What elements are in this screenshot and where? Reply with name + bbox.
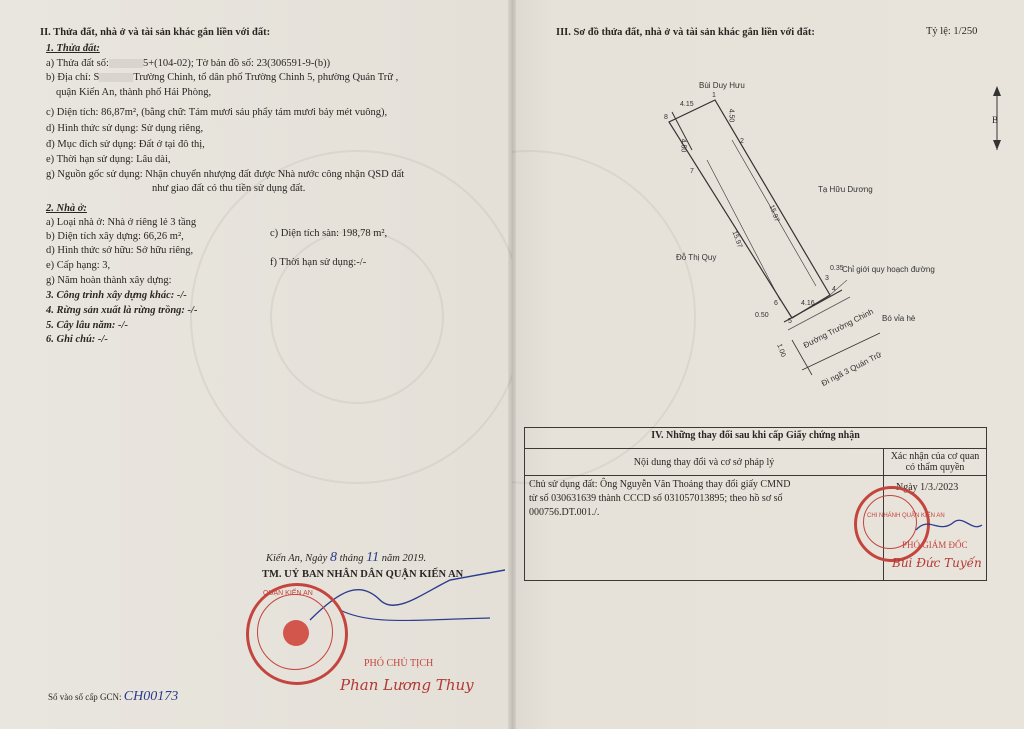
changes-col2: Xác nhận của cơ quan có thẩm quyền — [884, 449, 987, 476]
point-1: 1 — [712, 92, 716, 99]
direction-label: Đi ngã 3 Quán Trữ — [820, 349, 884, 389]
house-d: d) Hình thức sở hữu: Sở hữu riêng, — [46, 245, 194, 256]
house-c-area: c) Diện tích sàn: 198,78 m², — [270, 228, 388, 239]
sign-name: Phan Lương Thuy — [340, 676, 474, 694]
sign-role: PHÓ CHỦ TỊCH — [364, 658, 434, 669]
changes-line-3: 000756.DT.001./. — [529, 507, 600, 518]
dim-2: 4.50 — [727, 108, 735, 123]
changes-role: PHÓ GIÁM ĐỐC — [902, 540, 968, 550]
changes-name: Bùi Đức Tuyến — [892, 556, 982, 570]
dim-9: 1.00 — [775, 342, 787, 359]
land-g2: như giao đất có thu tiền sử dụng đất. — [152, 183, 306, 194]
house-b: b) Diện tích xây dựng: 66,26 m², — [46, 231, 184, 242]
land-d: d) Hình thức sử dụng: Sử dụng riêng, — [46, 123, 204, 134]
signature-right — [914, 510, 984, 540]
land-b: b) Địa chỉ: S Trường Chinh, tổ dân phố Trường Chinh 5, phường Quán Trữ , — [46, 72, 399, 83]
house-a: a) Loại nhà ở: Nhà ở riêng lẻ 3 tầng — [46, 217, 197, 228]
sign-date: Kiến An, Ngày 8 tháng 11 năm 2019. — [266, 550, 427, 565]
item-5: 5. Cây lâu năm: -/- — [46, 320, 128, 331]
right-page — [512, 0, 1024, 729]
house-f: f) Thời hạn sử dụng:-/- — [270, 257, 367, 268]
point-2: 2 — [740, 138, 744, 145]
item-3: 3. Công trình xây dựng khác: -/- — [46, 290, 187, 301]
stamp-red-left — [246, 583, 348, 685]
dim-5: 15.97 — [730, 230, 744, 249]
house-g: g) Năm hoàn thành xây dựng: — [46, 275, 172, 286]
neighbor-left: Đỗ Thị Quy — [676, 253, 717, 262]
land-c: c) Diện tích: 86,87m², (bằng chữ: Tám mươi sáu phẩy tám mươi bảy mét vuông), — [46, 107, 388, 118]
item-6: 6. Ghi chú: -/- — [46, 334, 108, 345]
changes-title: IV. Những thay đổi sau khi cấp Giấy chứng nhận — [525, 428, 987, 449]
section-title-3: III. Sơ đồ thửa đất, nhà ở và tài sản khác gắn liền với đất: — [556, 27, 815, 38]
dim-7: 0.35 — [830, 265, 844, 272]
dim-3: 4.50 — [679, 138, 687, 153]
north-label: B — [992, 115, 999, 125]
changes-confirm — [867, 476, 987, 581]
dim-8: 0.50 — [755, 312, 769, 319]
point-8: 8 — [664, 114, 668, 121]
land-g: g) Nguồn gốc sử dụng: Nhận chuyển nhượng đất được Nhà nước công nhận QSD đất — [46, 169, 405, 180]
sign-org: TM. UỶ BAN NHÂN DÂN QUẬN KIẾN AN — [262, 569, 464, 580]
parcel-diagram — [512, 0, 1024, 400]
changes-line-2: từ số 030631639 thành CCCD số 031057013895; theo hồ sơ số — [529, 493, 783, 504]
neighbor-top: Bùi Duy Hưu — [699, 81, 745, 90]
sidewalk-label: Bó vỉa hè — [882, 314, 916, 323]
road-label: Đường Trường Chinh — [802, 306, 875, 351]
planning-line-label: Chỉ giới quy hoạch đường — [842, 265, 935, 274]
item-4: 4. Rừng sản xuất là rừng trồng: -/- — [46, 305, 198, 316]
stamp-text-left: QUẬN KIẾN AN — [263, 590, 313, 597]
dim-1: 4.15 — [680, 101, 694, 108]
changes-content — [525, 476, 884, 581]
house-title: 2. Nhà ở: — [46, 203, 87, 214]
land-a: a) Thửa đất số: 5+(104-02); Tờ bản đồ số: 23(306591-9-(b)) — [46, 58, 331, 69]
changes-col1: Nội dung thay đổi và cơ sở pháp lý — [525, 449, 884, 476]
land-dd: đ) Mục đích sử dụng: Đất ở tại đô thị, — [46, 139, 205, 150]
neighbor-right: Tạ Hữu Dương — [818, 185, 873, 194]
stamp-text-right: CHI NHÁNH QUẬN KIẾN AN — [867, 513, 945, 519]
section-title-2: II. Thửa đất, nhà ở và tài sản khác gắn liền với đất: — [40, 27, 271, 38]
point-6: 6 — [774, 300, 778, 307]
changes-table — [524, 427, 987, 581]
point-7: 7 — [690, 168, 694, 175]
dim-4: 15.97 — [767, 204, 781, 223]
page-fold — [508, 0, 516, 729]
land-b2: quận Kiến An, thành phố Hải Phòng, — [56, 87, 212, 98]
changes-date: Ngày 1/3./2023 — [896, 482, 959, 493]
point-3: 3 — [825, 275, 829, 282]
land-title: 1. Thửa đất: — [46, 43, 100, 54]
land-e: e) Thời hạn sử dụng: Lâu dài, — [46, 154, 171, 165]
scale: Tỷ lệ: 1/250 — [926, 26, 978, 37]
point-5: 5 — [788, 318, 792, 325]
gcn-number: Số vào sổ cấp GCN: CH00173 — [48, 689, 179, 704]
house-e: e) Cấp hạng: 3, — [46, 260, 111, 271]
dim-6: 4.16 — [801, 300, 815, 307]
changes-line-1: Chủ sử dụng đất: Ông Nguyễn Văn Thoảng thay đổi giấy CMND — [529, 479, 791, 490]
point-4: 4 — [832, 286, 836, 293]
